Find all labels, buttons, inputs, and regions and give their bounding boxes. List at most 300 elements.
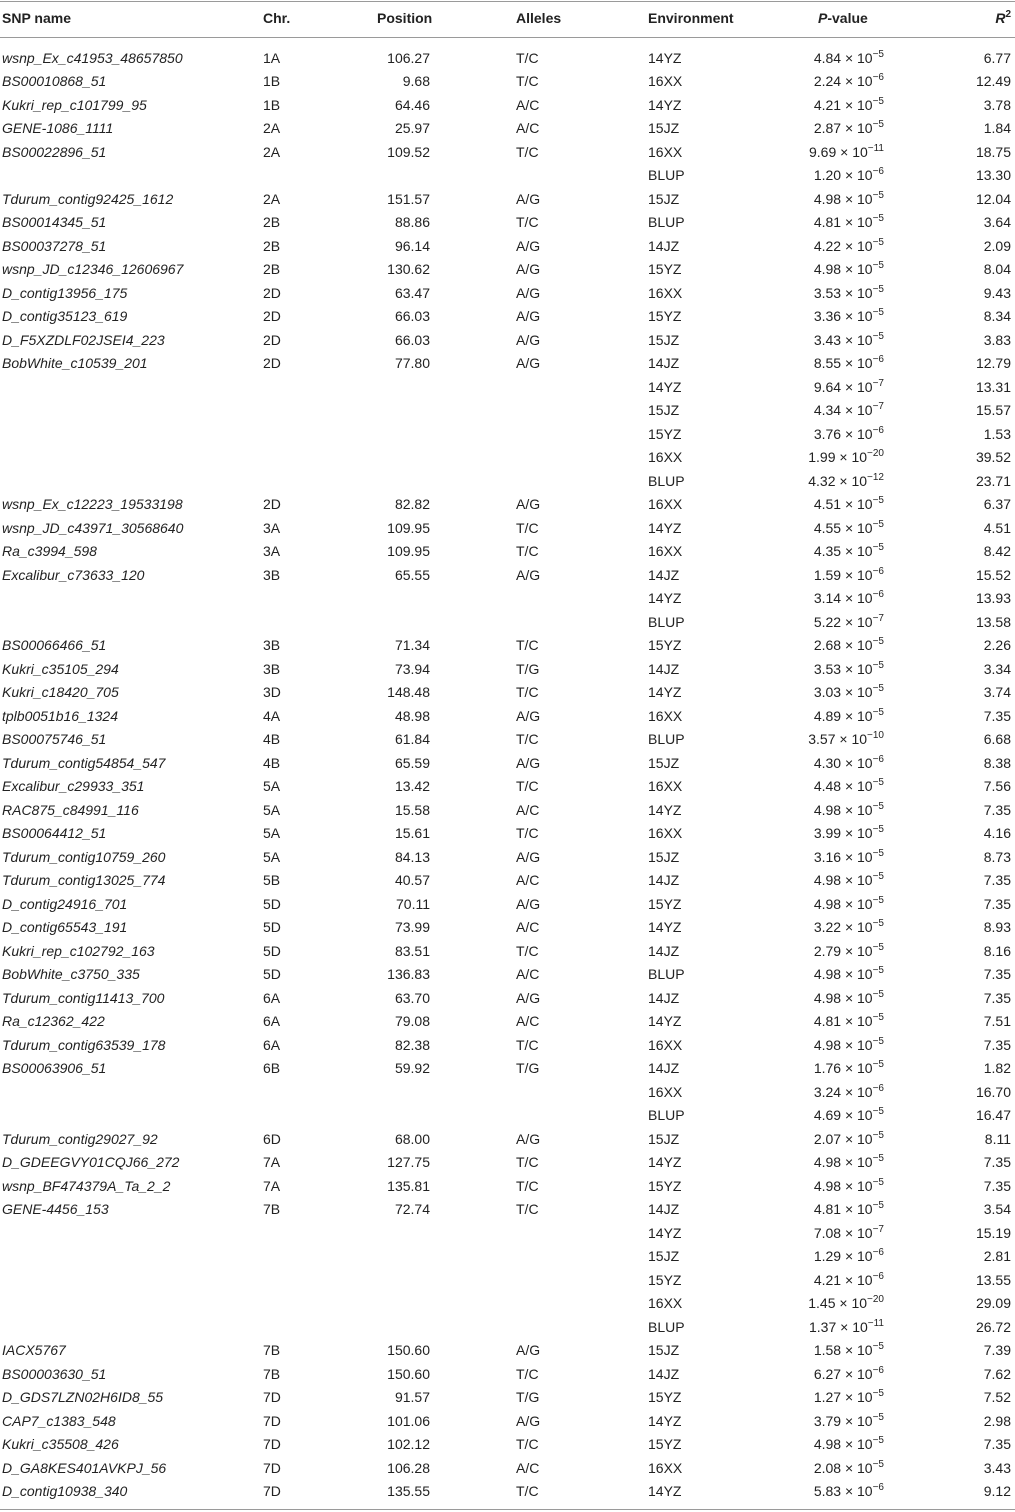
r2-cell: 39.52 <box>975 449 1011 465</box>
environment-cell: BLUP <box>648 731 685 747</box>
position-cell: 82.38 <box>394 1036 430 1053</box>
snp-name-cell: wsnp_JD_c43971_30568640 <box>2 519 184 536</box>
alleles-cell: A/G <box>516 989 541 1006</box>
times-ten-symbol: × 10 <box>835 449 868 465</box>
snp-name-cell: Kukri_rep_c102792_163 <box>2 942 155 959</box>
p-value-mantissa: 6.27 <box>813 1365 842 1382</box>
p-value-exponent: −5 <box>872 683 884 694</box>
p-value-cell <box>814 282 884 306</box>
p-value-mantissa: 3.57 <box>808 731 836 747</box>
r2-cell: 3.83 <box>983 331 1011 348</box>
header-r2 <box>995 0 1011 36</box>
r2-cell: 6.68 <box>983 731 1011 747</box>
snp-name-cell: BS00064412_51 <box>2 825 107 841</box>
r2-cell: 3.54 <box>983 1201 1011 1217</box>
r2-cell: 4.16 <box>983 825 1011 841</box>
r2-cell: 13.55 <box>975 1271 1011 1288</box>
p-value-mantissa: 7.08 <box>813 1224 842 1241</box>
times-ten-symbol: × 10 <box>841 120 873 136</box>
p-value-exponent: −7 <box>872 401 884 412</box>
alleles-cell: T/C <box>516 778 539 794</box>
r2-cell: 3.34 <box>983 660 1011 677</box>
r2-cell: 8.34 <box>983 308 1011 324</box>
snp-name-cell: D_contig13956_175 <box>2 284 128 301</box>
p-value-exponent: −5 <box>872 847 884 859</box>
alleles-cell: A/C <box>516 872 540 888</box>
r2-cell: 3.43 <box>983 1459 1011 1476</box>
environment-cell: 14JZ <box>648 1060 680 1076</box>
times-ten-symbol: × 10 <box>841 660 873 677</box>
p-value-exponent: −6 <box>872 753 884 765</box>
chromosome-cell: 4B <box>263 731 281 747</box>
p-value-cell <box>814 1081 884 1105</box>
times-ten-symbol: × 10 <box>841 284 873 301</box>
p-value-exponent: −5 <box>872 1458 884 1470</box>
times-ten-symbol: × 10 <box>841 378 873 395</box>
header-rule <box>0 37 1015 38</box>
position-cell: 135.55 <box>387 1483 430 1499</box>
p-value-exponent: −5 <box>872 1153 884 1164</box>
chromosome-cell: 6D <box>263 1130 281 1147</box>
position-cell: 83.51 <box>394 942 430 959</box>
times-ten-symbol: × 10 <box>841 1248 873 1264</box>
chromosome-cell: 2D <box>263 355 281 371</box>
position-cell: 88.86 <box>394 214 430 230</box>
p-value-exponent: −5 <box>872 542 884 553</box>
environment-cell: BLUP <box>648 472 685 489</box>
position-cell: 106.27 <box>387 49 430 66</box>
environment-cell: BLUP <box>648 613 685 630</box>
p-value-cell <box>814 1245 884 1269</box>
r2-cell: 13.58 <box>975 613 1011 630</box>
p-value-cell <box>814 329 884 353</box>
header-r-superscript: 2 <box>1005 9 1011 20</box>
environment-cell: 16XX <box>648 1036 683 1053</box>
p-value-exponent: −5 <box>872 48 884 60</box>
position-cell: 150.60 <box>387 1365 430 1382</box>
alleles-cell: T/C <box>516 1436 539 1452</box>
r2-cell: 13.30 <box>975 167 1011 183</box>
r2-cell: 7.35 <box>983 989 1011 1006</box>
header-p-value <box>818 0 868 36</box>
p-value-mantissa: 3.53 <box>813 660 842 677</box>
p-value-mantissa: 1.76 <box>813 1060 842 1076</box>
p-value-cell <box>809 1316 884 1340</box>
environment-cell: 14JZ <box>648 1365 680 1382</box>
times-ten-symbol: × 10 <box>841 1224 873 1241</box>
alleles-cell: T/C <box>516 543 539 559</box>
chromosome-cell: 2D <box>263 284 281 301</box>
position-cell: 59.92 <box>394 1060 430 1076</box>
p-value-exponent: −5 <box>872 918 884 929</box>
snp-name-cell: Ra_c3994_598 <box>2 543 97 559</box>
chromosome-cell: 7D <box>263 1483 281 1499</box>
chromosome-cell: 2B <box>263 214 281 230</box>
r2-cell: 8.04 <box>983 261 1011 277</box>
p-value-exponent: −6 <box>872 72 884 83</box>
environment-cell: 15YZ <box>648 895 682 912</box>
snp-name-cell: BS00022896_51 <box>2 143 107 160</box>
p-value-exponent: −5 <box>872 965 884 976</box>
p-value-cell <box>814 1057 884 1081</box>
r2-cell: 1.82 <box>983 1060 1011 1076</box>
p-value-mantissa: 3.79 <box>813 1412 842 1429</box>
alleles-cell: A/C <box>516 801 540 818</box>
times-ten-symbol: × 10 <box>841 1459 873 1476</box>
p-value-cell <box>814 963 884 987</box>
snp-name-cell: wsnp_JD_c12346_12606967 <box>2 261 184 277</box>
p-value-mantissa: 4.22 <box>813 237 842 254</box>
environment-cell: 15JZ <box>648 331 680 348</box>
r2-cell: 15.57 <box>975 402 1011 418</box>
times-ten-symbol: × 10 <box>841 96 873 113</box>
times-ten-symbol: × 10 <box>841 989 873 1006</box>
p-value-cell <box>814 1034 884 1058</box>
p-value-exponent: −20 <box>867 448 884 459</box>
p-value-cell <box>814 211 884 235</box>
times-ten-symbol: × 10 <box>841 1177 873 1194</box>
environment-cell: BLUP <box>648 966 685 982</box>
chromosome-cell: 2B <box>263 237 281 254</box>
p-value-cell <box>814 117 884 141</box>
position-cell: 101.06 <box>387 1412 430 1429</box>
r2-cell: 7.35 <box>983 966 1011 982</box>
p-value-cell <box>814 235 884 259</box>
p-value-exponent: −5 <box>872 706 884 718</box>
position-cell: 91.57 <box>394 1389 430 1405</box>
p-value-mantissa: 3.43 <box>813 331 842 348</box>
environment-cell: 16XX <box>648 778 683 794</box>
times-ten-symbol: × 10 <box>841 331 873 348</box>
environment-cell: 15JZ <box>648 848 680 865</box>
times-ten-symbol: × 10 <box>841 848 873 865</box>
times-ten-symbol: × 10 <box>841 590 873 606</box>
r2-cell: 7.39 <box>983 1342 1011 1358</box>
r2-cell: 13.93 <box>975 590 1011 606</box>
environment-cell: BLUP <box>648 1107 685 1123</box>
p-value-cell <box>808 470 884 494</box>
snp-name-cell: wsnp_BF474379A_Ta_2_2 <box>2 1177 171 1194</box>
position-cell: 127.75 <box>387 1154 430 1170</box>
header-snp-name: SNP name <box>2 10 71 26</box>
p-value-exponent: −5 <box>872 988 884 1000</box>
chromosome-cell: 7D <box>263 1459 281 1476</box>
p-value-exponent: −5 <box>872 1411 884 1423</box>
p-value-exponent: −5 <box>872 260 884 271</box>
chromosome-cell: 1B <box>263 73 281 89</box>
p-value-mantissa: 1.20 <box>813 167 842 183</box>
times-ten-symbol: × 10 <box>841 1130 873 1147</box>
alleles-cell: T/C <box>516 684 539 700</box>
environment-cell: 15YZ <box>648 261 682 277</box>
alleles-cell: T/G <box>516 660 540 677</box>
p-value-exponent: −5 <box>872 1012 884 1023</box>
position-cell: 40.57 <box>394 872 430 888</box>
alleles-cell: A/G <box>516 331 541 348</box>
alleles-cell: A/G <box>516 1412 541 1429</box>
times-ten-symbol: × 10 <box>841 566 873 583</box>
alleles-cell: T/C <box>516 143 539 160</box>
r2-cell: 1.53 <box>983 425 1011 442</box>
p-value-mantissa: 3.76 <box>813 425 842 442</box>
environment-cell: 14YZ <box>648 1013 682 1029</box>
snp-name-cell: D_GDEEGVY01CQJ66_272 <box>2 1154 180 1170</box>
r2-cell: 7.51 <box>983 1013 1011 1029</box>
p-value-mantissa: 2.68 <box>813 637 842 653</box>
p-value-mantissa: 4.51 <box>813 496 842 512</box>
chromosome-cell: 3A <box>263 543 281 559</box>
snp-name-cell: wsnp_Ex_c41953_48657850 <box>2 49 183 66</box>
times-ten-symbol: × 10 <box>841 425 873 442</box>
times-ten-symbol: × 10 <box>841 1342 873 1358</box>
snp-name-cell: BS00075746_51 <box>2 731 107 747</box>
p-value-exponent: −6 <box>872 1247 884 1258</box>
p-value-cell <box>814 1269 884 1293</box>
r2-cell: 8.38 <box>983 754 1011 771</box>
r2-cell: 8.93 <box>983 919 1011 935</box>
alleles-cell: A/G <box>516 1342 541 1358</box>
p-value-exponent: −5 <box>872 1341 884 1352</box>
times-ten-symbol: × 10 <box>841 1389 873 1405</box>
chromosome-cell: 7B <box>263 1201 281 1217</box>
environment-cell: 15YZ <box>648 1177 682 1194</box>
p-value-cell <box>814 1151 884 1175</box>
chromosome-cell: 3A <box>263 519 281 536</box>
position-cell: 64.46 <box>394 96 430 113</box>
p-value-cell <box>809 141 884 165</box>
p-value-exponent: −5 <box>872 1129 884 1141</box>
p-value-cell <box>814 1222 884 1246</box>
position-cell: 63.47 <box>394 284 430 301</box>
p-value-mantissa: 1.45 <box>808 1295 836 1311</box>
times-ten-symbol: × 10 <box>841 190 873 207</box>
snp-name-cell: BS00014345_51 <box>2 214 107 230</box>
times-ten-symbol: × 10 <box>841 872 873 888</box>
r2-cell: 12.04 <box>975 190 1011 207</box>
environment-cell: 15YZ <box>648 1389 682 1405</box>
p-value-exponent: −5 <box>872 1035 884 1047</box>
position-cell: 109.52 <box>387 143 430 160</box>
alleles-cell: T/C <box>516 1154 539 1170</box>
snp-name-cell: BS00063906_51 <box>2 1060 107 1076</box>
chromosome-cell: 3B <box>263 566 281 583</box>
position-cell: 15.58 <box>394 801 430 818</box>
p-value-cell <box>814 1363 884 1387</box>
alleles-cell: A/G <box>516 308 541 324</box>
r2-cell: 12.79 <box>975 355 1011 371</box>
p-value-mantissa: 4.81 <box>813 1201 842 1217</box>
chromosome-cell: 7B <box>263 1365 281 1382</box>
snp-name-cell: Ra_c12362_422 <box>2 1013 105 1029</box>
snp-name-cell: BS00010868_51 <box>2 73 107 89</box>
times-ten-symbol: × 10 <box>836 143 868 160</box>
times-ten-symbol: × 10 <box>841 825 873 841</box>
times-ten-symbol: × 10 <box>841 1083 873 1100</box>
p-value-exponent: −7 <box>872 612 884 624</box>
environment-cell: 16XX <box>648 496 683 512</box>
p-value-exponent: −5 <box>872 1388 884 1399</box>
p-value-cell <box>814 1128 884 1152</box>
position-cell: 109.95 <box>387 519 430 536</box>
times-ten-symbol: × 10 <box>841 261 873 277</box>
position-cell: 48.98 <box>394 707 430 724</box>
alleles-cell: T/C <box>516 825 539 841</box>
alleles-cell: A/G <box>516 190 541 207</box>
header-environment: Environment <box>648 10 734 26</box>
p-value-cell <box>814 258 884 282</box>
p-value-cell <box>814 1433 884 1457</box>
p-value-mantissa: 4.98 <box>813 966 842 982</box>
alleles-cell: A/G <box>516 355 541 371</box>
p-value-cell <box>814 376 884 400</box>
chromosome-cell: 5A <box>263 848 281 865</box>
times-ten-symbol: × 10 <box>841 1483 873 1499</box>
chromosome-cell: 2A <box>263 190 281 207</box>
p-value-cell <box>814 517 884 541</box>
chromosome-cell: 7A <box>263 1177 281 1194</box>
environment-cell: 14JZ <box>648 872 680 888</box>
environment-cell: 15JZ <box>648 190 680 207</box>
p-value-exponent: −11 <box>867 1317 884 1329</box>
header-r-symbol: R <box>995 10 1006 26</box>
p-value-cell <box>814 1386 884 1410</box>
p-value-mantissa: 1.27 <box>813 1389 842 1405</box>
snp-name-cell: D_GDS7LZN02H6ID8_55 <box>2 1389 164 1405</box>
times-ten-symbol: × 10 <box>841 1154 873 1170</box>
snp-name-cell: Tdurum_contig54854_547 <box>2 754 166 771</box>
times-ten-symbol: × 10 <box>841 754 873 771</box>
p-value-cell <box>814 1410 884 1434</box>
position-cell: 106.28 <box>387 1459 430 1476</box>
snp-name-cell: BS00003630_51 <box>2 1365 107 1382</box>
snp-name-cell: Excalibur_c29933_351 <box>2 778 145 794</box>
r2-cell: 16.70 <box>975 1083 1011 1100</box>
snp-name-cell: CAP7_c1383_548 <box>2 1412 116 1429</box>
p-value-exponent: −5 <box>872 894 884 906</box>
alleles-cell: T/C <box>516 519 539 536</box>
p-value-mantissa: 4.84 <box>813 49 842 66</box>
p-value-mantissa: 3.99 <box>813 825 842 841</box>
p-value-mantissa: 4.21 <box>813 1271 842 1288</box>
p-value-mantissa: 3.24 <box>813 1083 842 1100</box>
header-p-suffix: -value <box>827 10 868 26</box>
environment-cell: 14YZ <box>648 49 682 66</box>
p-value-cell <box>814 1104 884 1128</box>
times-ten-symbol: × 10 <box>841 73 873 89</box>
times-ten-symbol: × 10 <box>841 496 873 512</box>
alleles-cell: T/G <box>516 1060 540 1076</box>
p-value-mantissa: 8.55 <box>813 355 842 371</box>
p-value-cell <box>814 305 884 329</box>
times-ten-symbol: × 10 <box>841 308 873 324</box>
r2-cell: 15.19 <box>975 1224 1011 1241</box>
p-value-mantissa: 2.08 <box>813 1459 842 1476</box>
p-value-exponent: −6 <box>872 1082 884 1094</box>
environment-cell: BLUP <box>648 1318 685 1335</box>
environment-cell: 15JZ <box>648 120 680 136</box>
p-value-mantissa: 1.99 <box>808 449 836 465</box>
times-ten-symbol: × 10 <box>841 895 873 912</box>
p-value-exponent: −5 <box>872 1435 884 1446</box>
snp-name-cell: BobWhite_c3750_335 <box>2 966 140 982</box>
alleles-cell: A/G <box>516 707 541 724</box>
p-value-mantissa: 4.48 <box>813 778 842 794</box>
environment-cell: 15YZ <box>648 1436 682 1452</box>
r2-cell: 6.77 <box>983 49 1011 66</box>
times-ten-symbol: × 10 <box>841 707 873 724</box>
p-value-exponent: −5 <box>872 1176 884 1188</box>
p-value-exponent: −5 <box>872 871 884 882</box>
chromosome-cell: 7D <box>263 1436 281 1452</box>
r2-cell: 7.35 <box>983 1436 1011 1452</box>
p-value-mantissa: 4.98 <box>813 895 842 912</box>
environment-cell: BLUP <box>648 214 685 230</box>
times-ten-symbol: × 10 <box>841 1060 873 1076</box>
chromosome-cell: 2D <box>263 331 281 348</box>
p-value-exponent: −5 <box>872 283 884 295</box>
environment-cell: 16XX <box>648 543 683 559</box>
chromosome-cell: 3B <box>263 660 281 677</box>
position-cell: 136.83 <box>387 966 430 982</box>
p-value-cell <box>814 47 884 71</box>
p-value-exponent: −5 <box>872 800 884 812</box>
p-value-cell <box>814 940 884 964</box>
alleles-cell: T/C <box>516 214 539 230</box>
snp-name-cell: Tdurum_contig92425_1612 <box>2 190 174 207</box>
p-value-mantissa: 2.07 <box>813 1130 842 1147</box>
times-ten-symbol: × 10 <box>841 543 873 559</box>
environment-cell: 14JZ <box>648 566 680 583</box>
p-value-mantissa: 4.98 <box>813 190 842 207</box>
position-cell: 73.99 <box>394 919 430 935</box>
p-value-exponent: −5 <box>872 495 884 506</box>
r2-cell: 7.52 <box>983 1389 1011 1405</box>
p-value-mantissa: 4.98 <box>813 989 842 1006</box>
times-ten-symbol: × 10 <box>841 684 873 700</box>
p-value-cell <box>808 446 884 470</box>
header-p-symbol: P <box>818 10 828 26</box>
r2-cell: 3.74 <box>983 684 1011 700</box>
p-value-mantissa: 4.98 <box>813 1436 842 1452</box>
position-cell: 71.34 <box>394 637 430 653</box>
p-value-cell <box>814 822 884 846</box>
environment-cell: 14YZ <box>648 1483 682 1499</box>
r2-cell: 7.35 <box>983 1154 1011 1170</box>
position-cell: 13.42 <box>394 778 430 794</box>
environment-cell: 15JZ <box>648 754 680 771</box>
r2-cell: 8.16 <box>983 942 1011 959</box>
snp-name-cell: BobWhite_c10539_201 <box>2 355 148 371</box>
environment-cell: 14YZ <box>648 684 682 700</box>
p-value-exponent: −6 <box>872 1364 884 1376</box>
alleles-cell: T/C <box>516 73 539 89</box>
environment-cell: 14JZ <box>648 660 680 677</box>
chromosome-cell: 6A <box>263 1036 281 1053</box>
r2-cell: 7.35 <box>983 1036 1011 1053</box>
chromosome-cell: 4A <box>263 707 281 724</box>
r2-cell: 2.26 <box>983 637 1011 653</box>
position-cell: 130.62 <box>387 261 430 277</box>
p-value-mantissa: 2.24 <box>813 73 842 89</box>
p-value-exponent: −6 <box>872 565 884 577</box>
p-value-cell <box>814 399 884 423</box>
snp-name-cell: D_GA8KES401AVKPJ_56 <box>2 1459 167 1476</box>
p-value-mantissa: 9.69 <box>808 143 837 160</box>
r2-cell: 7.35 <box>983 801 1011 818</box>
times-ten-symbol: × 10 <box>836 1318 868 1335</box>
p-value-cell <box>808 728 884 752</box>
position-cell: 63.70 <box>394 989 430 1006</box>
